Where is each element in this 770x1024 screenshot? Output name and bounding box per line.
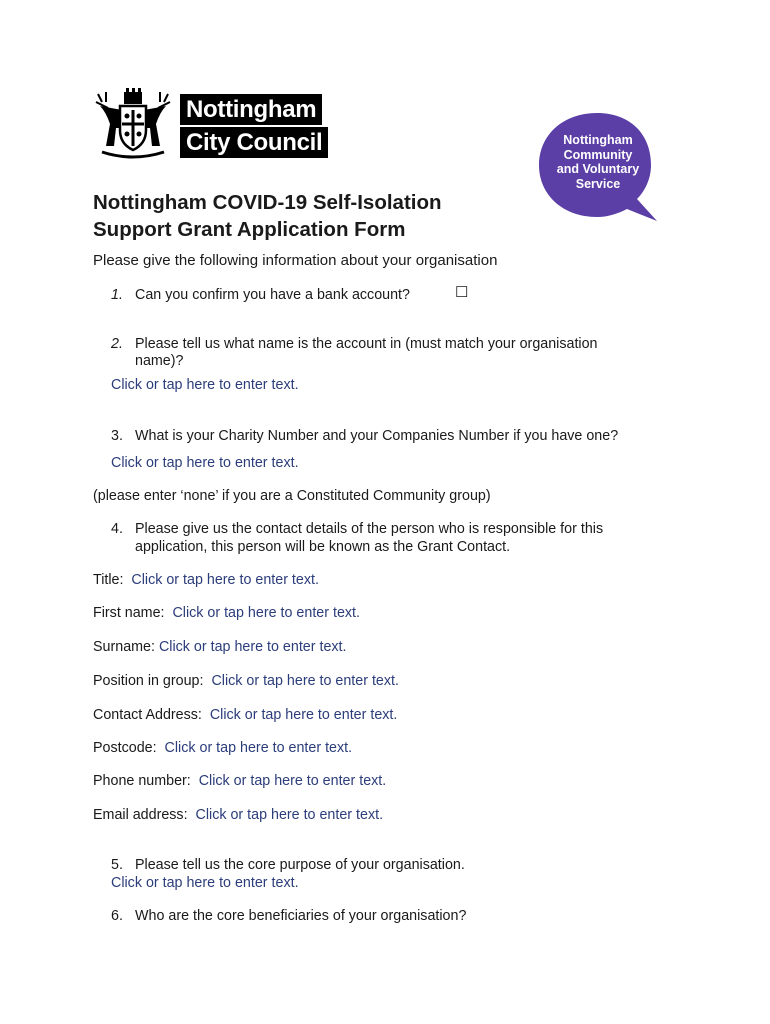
question-1-text: Can you confirm you have a bank account? xyxy=(135,287,410,303)
page-title: Nottingham COVID-19 Self-Isolation Support Grant Application Form xyxy=(93,191,442,241)
field-phone: Phone number: Click or tap here to enter text. xyxy=(93,773,387,789)
position-input[interactable]: Click or tap here to enter text. xyxy=(211,673,399,689)
ncvs-line2: Community xyxy=(563,147,633,162)
question-5-number: 5. xyxy=(111,857,123,873)
field-position: Position in group: Click or tap here to enter text. xyxy=(93,673,399,689)
field-address: Contact Address: Click or tap here to enter text. xyxy=(93,707,398,723)
field-email: Email address: Click or tap here to enter text. xyxy=(93,807,384,823)
first-name-input[interactable]: Click or tap here to enter text. xyxy=(172,605,360,621)
account-name-input[interactable]: Click or tap here to enter text. xyxy=(111,377,299,393)
question-3-text: What is your Charity Number and your Companies Number if you have one? xyxy=(135,428,619,444)
logo-text-line1: Nottingham xyxy=(180,94,322,125)
ncvs-line3: and Voluntary xyxy=(556,162,640,176)
ncvs-line4: Service xyxy=(575,176,621,191)
question-5-text: Please tell us the core purpose of your organisation. xyxy=(135,857,465,873)
council-crest-logo xyxy=(92,88,174,160)
ncvs-line1: Nottingham xyxy=(563,133,633,147)
note-text: (please enter ‘none’ if you are a Constituted Community group) xyxy=(93,488,491,504)
charity-number-input[interactable]: Click or tap here to enter text. xyxy=(111,455,299,471)
question-6-text: Who are the core beneficiaries of your organisation? xyxy=(135,908,467,924)
surname-input[interactable]: Click or tap here to enter text. xyxy=(158,639,347,655)
question-4-number: 4. xyxy=(111,521,123,537)
question-4-line1: Please give us the contact details of the person who is responsible for this xyxy=(135,521,604,537)
field-postcode: Postcode: Click or tap here to enter text. xyxy=(93,740,353,756)
bank-account-checkbox[interactable]: ☐ xyxy=(455,284,469,301)
intro-text: Please give the following information about your organisation xyxy=(93,252,498,269)
question-2-line2: name)? xyxy=(135,353,184,369)
address-input[interactable]: Click or tap here to enter text. xyxy=(209,707,398,723)
phone-input[interactable]: Click or tap here to enter text. xyxy=(198,773,387,789)
question-4-line2: application, this person will be known as the Grant Contact. xyxy=(135,539,511,555)
question-1: 1. xyxy=(111,287,123,303)
ncvs-logo xyxy=(539,113,657,221)
field-first-name: First name: Click or tap here to enter text. xyxy=(93,605,360,621)
title-input[interactable]: Click or tap here to enter text. xyxy=(131,572,319,588)
question-2-line1: Please tell us what name is the account in (must match your organisation xyxy=(135,336,598,352)
logo-text-line2: City Council xyxy=(180,127,328,158)
field-title: Title: Click or tap here to enter text. xyxy=(93,572,319,588)
field-surname: Surname: Click or tap here to enter text. xyxy=(93,639,347,655)
core-purpose-input[interactable]: Click or tap here to enter text. xyxy=(111,875,299,891)
postcode-input[interactable]: Click or tap here to enter text. xyxy=(164,740,353,756)
question-3-number: 3. xyxy=(111,428,123,444)
question-2-number: 2. xyxy=(111,336,123,352)
question-6-number: 6. xyxy=(111,908,123,924)
email-input[interactable]: Click or tap here to enter text. xyxy=(195,807,384,823)
